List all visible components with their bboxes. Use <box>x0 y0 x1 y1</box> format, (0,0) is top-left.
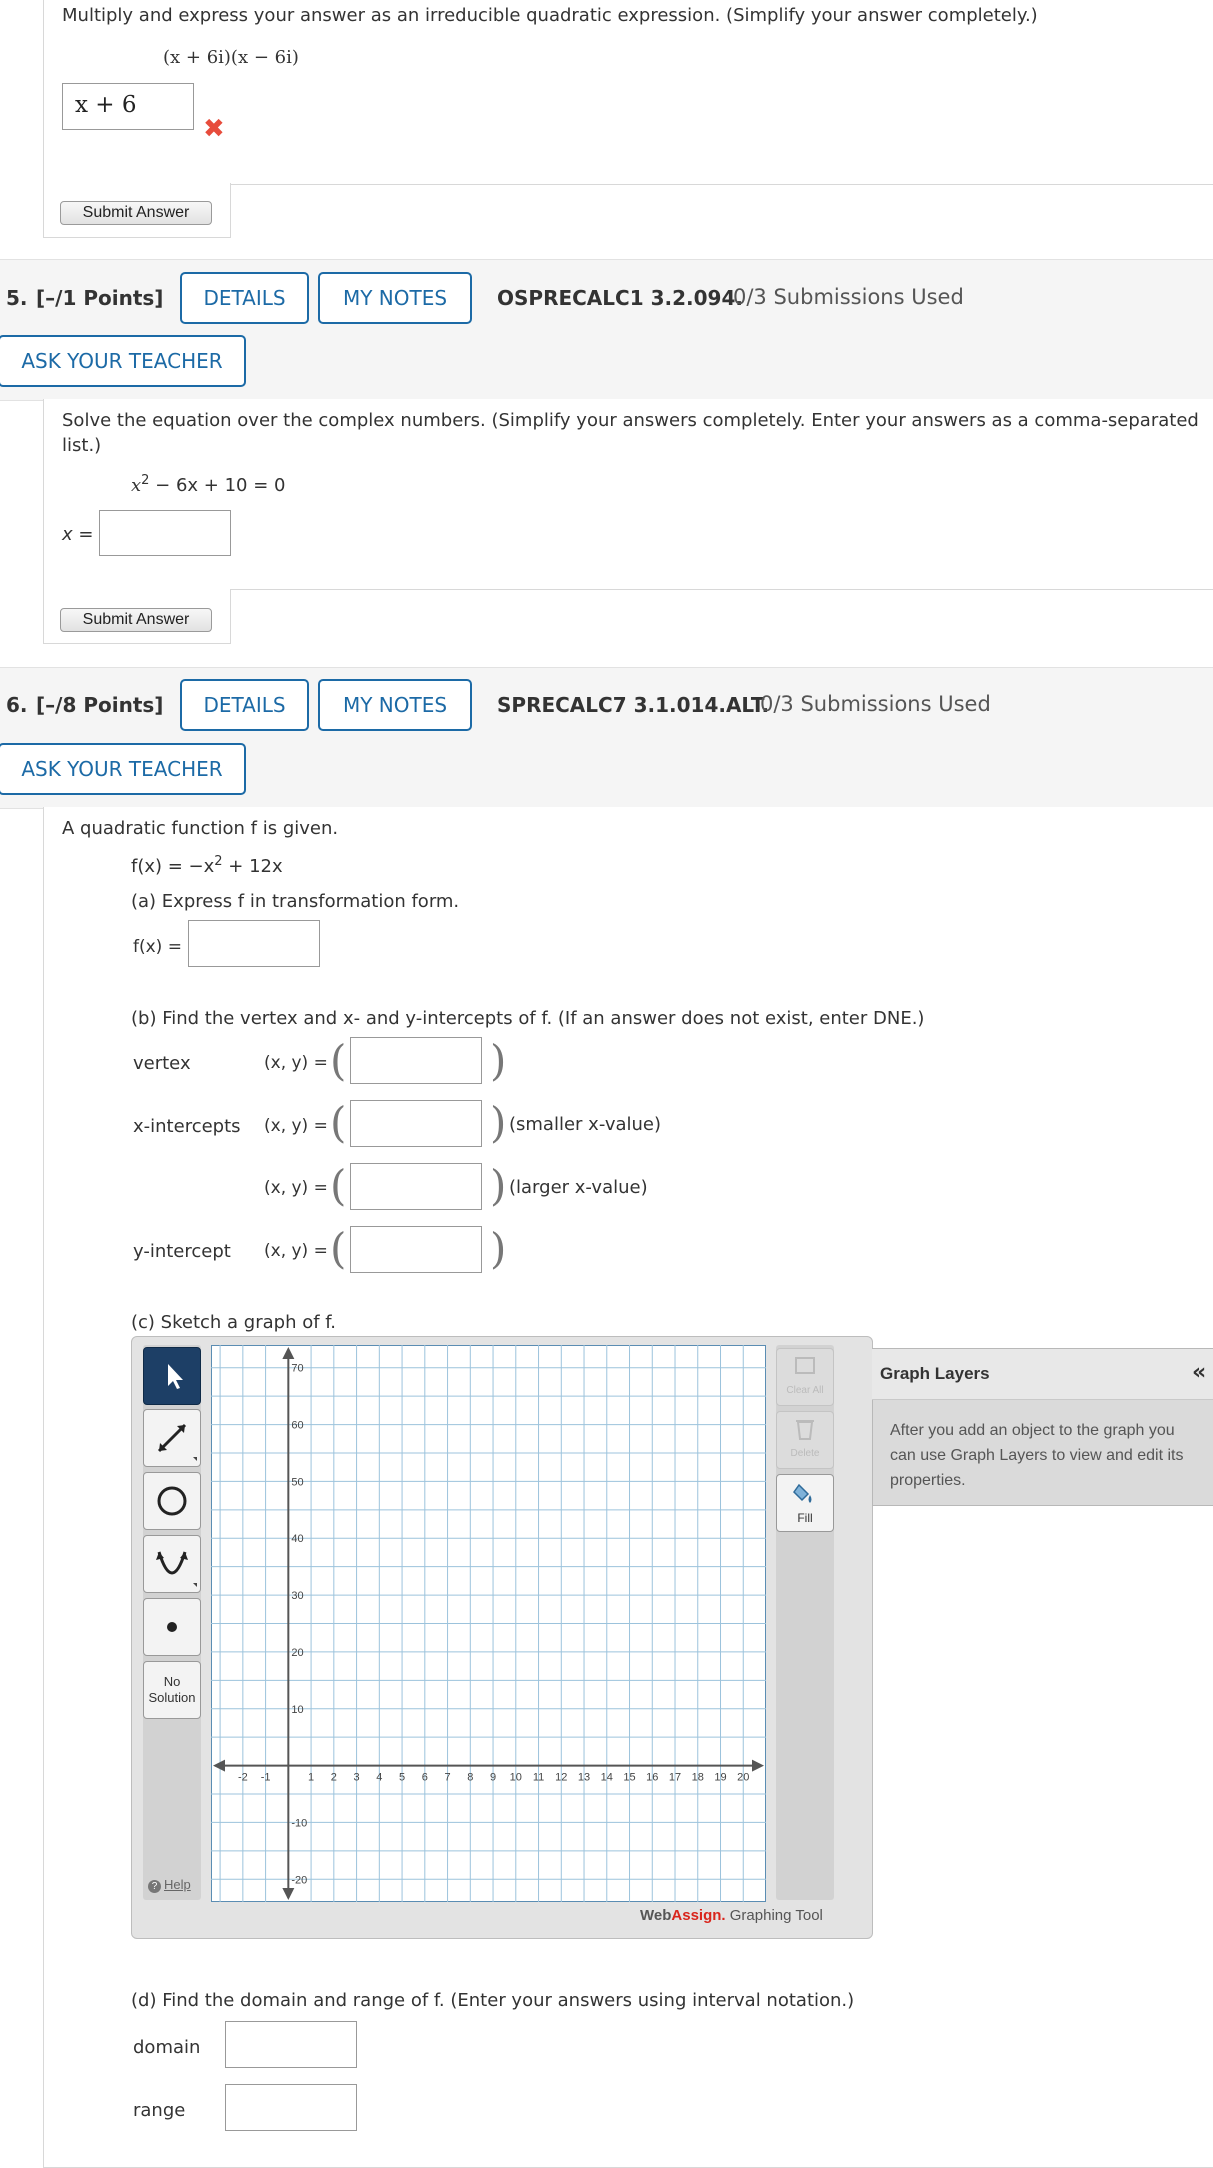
q6-larger-note: (larger x-value) <box>509 1177 648 1198</box>
y-tick-label: -10 <box>291 1817 308 1830</box>
pointer-tool[interactable] <box>143 1347 201 1405</box>
line-icon <box>144 1410 200 1466</box>
pointer-icon <box>144 1348 200 1404</box>
q6-domain-label: domain <box>133 2037 201 2058</box>
q5-instruction-2: list.) <box>62 435 102 456</box>
layers-text-3: properties. <box>890 1472 966 1489</box>
q4-instruction: Multiply and express your answer as an irreducible quadratic expression. (Simplify your answer completely.) <box>62 5 1038 26</box>
q6-part-d: (d) Find the domain and range of f. (Enter your answers using interval notation.) <box>131 1990 855 2011</box>
x-tick-label: 10 <box>509 1771 522 1784</box>
graph-canvas[interactable] <box>211 1345 766 1902</box>
q5-details-button[interactable]: DETAILS <box>180 272 309 324</box>
close-paren: ) <box>490 1161 507 1210</box>
q6-my-notes-button[interactable]: MY NOTES <box>318 679 472 731</box>
q6-fx-label: f(x) = <box>133 937 182 957</box>
q6-function: $f(x) = -x^2 + 12x$ <box>131 854 283 877</box>
line-tool[interactable] <box>143 1409 201 1467</box>
webassign-brand <box>640 1907 823 1924</box>
x-tick-label: 12 <box>555 1771 568 1784</box>
q4-expression: (x + 6i)(x − 6i) <box>163 47 299 68</box>
q6-ask-teacher-button[interactable]: ASK YOUR TEACHER <box>0 743 246 795</box>
q5-answer-input[interactable] <box>99 510 231 556</box>
x-tick-label: 15 <box>623 1771 636 1784</box>
q6-problem-code: SPRECALC7 3.1.014.ALT. <box>497 693 770 717</box>
brand-assign: Assign. <box>671 1907 726 1924</box>
parabola-icon <box>144 1536 200 1592</box>
y-tick-label: 60 <box>291 1419 304 1432</box>
q6-number: 6. <box>6 693 28 717</box>
clear-all-button[interactable] <box>776 1348 834 1406</box>
q6-points: [–/8 Points] <box>36 693 164 717</box>
q6-part-b: (b) Find the vertex and x- and y-intercepts of f. (If an answer does not exist, enter DNE.) <box>131 1008 925 1029</box>
q5-instruction-1: Solve the equation over the complex numbers. (Simplify your answers completely. Enter your answers as a comma-separated <box>62 410 1199 431</box>
y-tick-label: 10 <box>291 1703 304 1716</box>
fill-icon <box>777 1475 833 1507</box>
x-tick-label: 16 <box>646 1771 659 1784</box>
open-paren: ( <box>330 1161 347 1210</box>
q5-number: 5. <box>6 286 28 310</box>
q5-x-label: x = <box>62 524 94 545</box>
q4-submit-button[interactable]: Submit Answer <box>60 201 212 225</box>
q4-answer-value: x + 6 <box>75 92 137 118</box>
close-paren: ) <box>490 1224 507 1273</box>
layers-text-2: can use Graph Layers to view and edit its <box>890 1447 1184 1464</box>
x-tick-label: 19 <box>714 1771 727 1784</box>
no-solution-line1: No <box>163 1674 181 1689</box>
q6-a-transformation-input[interactable] <box>188 920 320 967</box>
q5-my-notes-button[interactable]: MY NOTES <box>318 272 472 324</box>
q6-domain-input[interactable] <box>225 2021 357 2068</box>
x-tick-label: 4 <box>376 1771 383 1784</box>
q5-equation: $x^2 - 6x + 10 = 0$ <box>131 473 286 496</box>
brand-tool: Graphing Tool <box>725 1907 823 1924</box>
y-tick-label: 30 <box>291 1590 304 1603</box>
x-tick-label: 5 <box>399 1771 406 1784</box>
x-tick-label: 11 <box>532 1771 545 1784</box>
open-paren: ( <box>330 1098 347 1147</box>
q6-smaller-note: (smaller x-value) <box>509 1114 662 1135</box>
x-tick-label: -1 <box>260 1771 271 1784</box>
open-paren: ( <box>330 1036 347 1085</box>
q6-range-input[interactable] <box>225 2084 357 2131</box>
q6-xint1-xy-label: (x, y) = <box>264 1116 328 1136</box>
no-solution-button[interactable] <box>143 1661 201 1719</box>
point-tool[interactable] <box>143 1598 201 1656</box>
q6-submissions: 0/3 Submissions Used <box>760 692 991 716</box>
x-tick-label: 7 <box>444 1771 451 1784</box>
delete-button[interactable] <box>776 1411 834 1469</box>
x-tick-label: 20 <box>737 1771 750 1784</box>
q6-details-button[interactable]: DETAILS <box>180 679 309 731</box>
q4-card <box>43 0 1213 185</box>
x-tick-label: 6 <box>421 1771 428 1784</box>
q4-answer-input[interactable] <box>62 83 194 130</box>
q6-intro: A quadratic function f is given. <box>62 818 339 839</box>
q6-vertex-xy-label: (x, y) = <box>264 1053 328 1073</box>
layers-text-1: After you add an object to the graph you <box>890 1422 1175 1439</box>
point-icon <box>144 1599 200 1655</box>
q5-ask-teacher-button[interactable]: ASK YOUR TEACHER <box>0 335 246 387</box>
q6-xint2-xy-label: (x, y) = <box>264 1178 328 1198</box>
brand-web: Web <box>640 1907 672 1924</box>
open-paren: ( <box>330 1224 347 1273</box>
q6-part-a: (a) Express f in transformation form. <box>131 891 460 912</box>
x-tick-label: 9 <box>489 1771 497 1784</box>
parabola-tool[interactable] <box>143 1535 201 1593</box>
x-tick-label: 14 <box>600 1771 613 1784</box>
x-tick-label: 8 <box>467 1771 474 1784</box>
delete-label: Delete <box>790 1448 820 1459</box>
collapse-icon[interactable]: « <box>1192 1360 1207 1385</box>
graph-layers-title: Graph Layers <box>880 1364 990 1383</box>
x-tick-label: 2 <box>330 1771 337 1784</box>
q5-points: [–/1 Points] <box>36 286 164 310</box>
fill-button[interactable] <box>776 1474 834 1532</box>
incorrect-icon: ✖ <box>203 114 225 144</box>
q6-vertex-label: vertex <box>133 1053 191 1074</box>
x-tick-label: 3 <box>353 1771 360 1784</box>
y-tick-label: -20 <box>291 1874 308 1887</box>
circle-icon <box>144 1473 200 1529</box>
trash-icon <box>777 1412 833 1444</box>
q5-submissions: 0/3 Submissions Used <box>733 285 964 309</box>
q6-yint-xy-label: (x, y) = <box>264 1241 328 1261</box>
clear-all-label: Clear All <box>786 1385 824 1396</box>
fill-label: Fill <box>797 1511 813 1525</box>
help-icon: ? <box>148 1880 161 1893</box>
clear-all-icon <box>777 1349 833 1381</box>
q6-yint-label: y-intercept <box>133 1241 231 1262</box>
q6-yint-input[interactable] <box>350 1226 482 1273</box>
q6-xint-larger-input[interactable] <box>350 1163 482 1210</box>
graph-layers-help <box>890 1418 1184 1493</box>
y-tick-label: 70 <box>291 1362 304 1375</box>
help-link[interactable]: ? Help <box>148 1877 191 1893</box>
x-tick-label: 18 <box>691 1771 704 1784</box>
circle-tool[interactable] <box>143 1472 201 1530</box>
x-tick-label: -2 <box>237 1771 248 1784</box>
q6-part-c: (c) Sketch a graph of f. <box>131 1312 337 1333</box>
close-paren: ) <box>490 1036 507 1085</box>
q5-problem-code: OSPRECALC1 3.2.094. <box>497 286 743 310</box>
x-tick-label: 13 <box>577 1771 591 1784</box>
q6-xint-smaller-input[interactable] <box>350 1100 482 1147</box>
y-tick-label: 20 <box>291 1646 304 1659</box>
q6-xint-label: x-intercepts <box>133 1116 241 1137</box>
q6-vertex-input[interactable] <box>350 1037 482 1084</box>
no-solution-line2: Solution <box>148 1690 196 1705</box>
q6-range-label: range <box>133 2100 186 2121</box>
x-tick-label: 1 <box>308 1771 315 1784</box>
close-paren: ) <box>490 1098 507 1147</box>
q5-submit-button[interactable]: Submit Answer <box>60 608 212 632</box>
x-tick-label: 17 <box>668 1771 682 1784</box>
y-tick-label: 40 <box>291 1533 304 1546</box>
y-tick-label: 50 <box>291 1476 304 1489</box>
